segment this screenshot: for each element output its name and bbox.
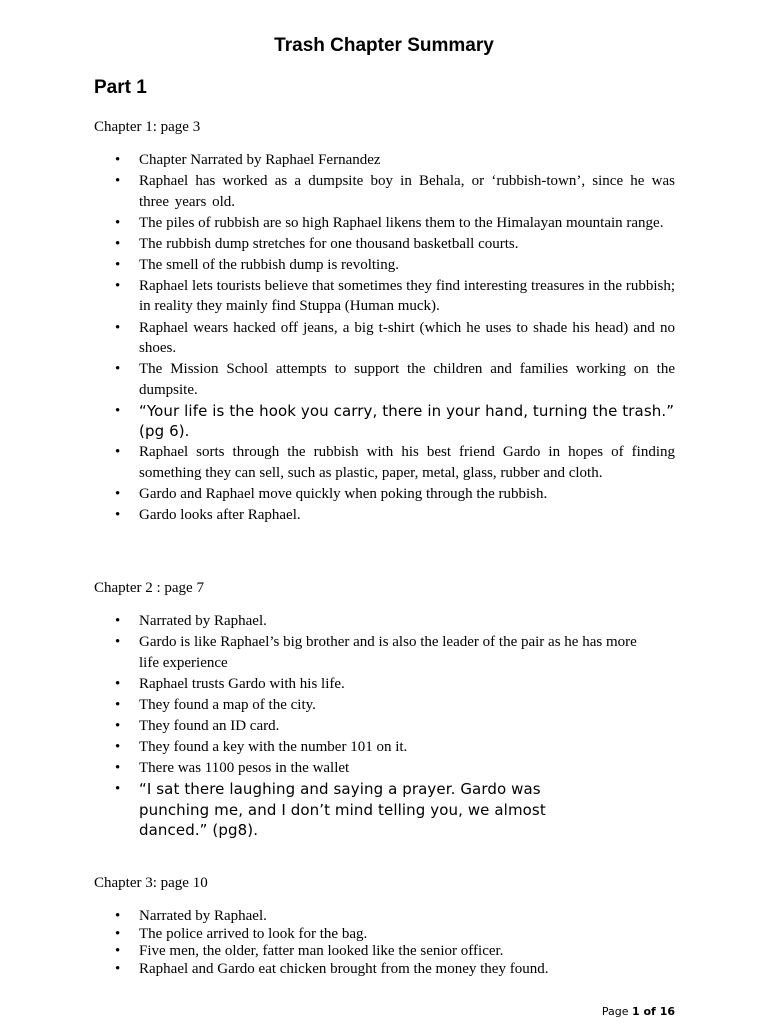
chapter-1-bullet-list xyxy=(0,150,768,526)
list-item: • Five men, the older, fatter man looked like the senior officer. xyxy=(139,943,675,961)
list-item: • Raphael lets tourists believe that sometimes they find interesting treasures in the rubbish; in reality they mainly find Stuppa (Human muck). xyxy=(139,276,675,317)
list-item: • They found a map of the city. xyxy=(139,695,675,716)
list-item: • The police arrived to look for the bag. xyxy=(139,926,675,944)
current-page-number: 1 xyxy=(632,1005,640,1018)
total-page-count: 16 xyxy=(659,1005,675,1018)
page-number-footer xyxy=(602,1005,675,1018)
page-prefix: Page xyxy=(601,1005,633,1018)
list-item: • They found an ID card. xyxy=(139,716,675,737)
chapter-heading: Chapter 3: page 10 xyxy=(94,875,208,891)
list-item: • The piles of rubbish are so high Raphael likens them to the Himalayan mountain range. xyxy=(139,213,675,234)
list-item: • “I sat there laughing and saying a prayer. Gardo was punching me, and I don’t mind telling you, we almost danced.” (pg8). xyxy=(139,779,599,841)
part-title: Part 1 xyxy=(94,77,147,98)
chapter-heading: Chapter 1: page 3 xyxy=(94,119,201,135)
document-title: Trash Chapter Summary xyxy=(274,35,494,56)
list-item: • Chapter Narrated by Raphael Fernandez xyxy=(139,150,675,171)
list-item: • Raphael and Gardo eat chicken brought from the money they found. xyxy=(139,961,675,979)
list-item: • Gardo looks after Raphael. xyxy=(139,505,675,526)
list-item: • They found a key with the number 101 on it. xyxy=(139,737,675,758)
list-item: • Raphael sorts through the rubbish with his best friend Gardo in hopes of finding something they can sell, such as plastic, paper, metal, glass, rubber and cloth. xyxy=(139,442,675,483)
list-item: • Gardo is like Raphael’s big brother and is also the leader of the pair as he has more life experience xyxy=(139,632,659,673)
list-item: • Raphael trusts Gardo with his life. xyxy=(139,674,675,695)
chapter-2-bullet-list xyxy=(0,611,768,841)
list-item: • Narrated by Raphael. xyxy=(139,908,675,926)
list-item: • “Your life is the hook you carry, there in your hand, turning the trash.” (pg 6). xyxy=(139,401,675,442)
list-item: • The rubbish dump stretches for one thousand basketball courts. xyxy=(139,234,675,255)
list-item: • Narrated by Raphael. xyxy=(139,611,675,632)
list-item: • The smell of the rubbish dump is revolting. xyxy=(139,255,675,276)
page-separator: of xyxy=(639,1005,660,1018)
chapter-heading: Chapter 2 : page 7 xyxy=(94,580,204,596)
list-item: • There was 1100 pesos in the wallet xyxy=(139,758,675,779)
chapter-3-bullet-list xyxy=(0,908,768,978)
list-item: • Gardo and Raphael move quickly when poking through the rubbish. xyxy=(139,484,675,505)
list-item: • Raphael wears hacked off jeans, a big t-shirt (which he uses to shade his head) and no shoes. xyxy=(139,318,675,359)
list-item: • The Mission School attempts to support the children and families working on the dumpsite. xyxy=(139,359,675,400)
list-item: • Raphael has worked as a dumpsite boy in Behala, or ‘rubbish-town’, since he was three years old. xyxy=(139,171,675,212)
